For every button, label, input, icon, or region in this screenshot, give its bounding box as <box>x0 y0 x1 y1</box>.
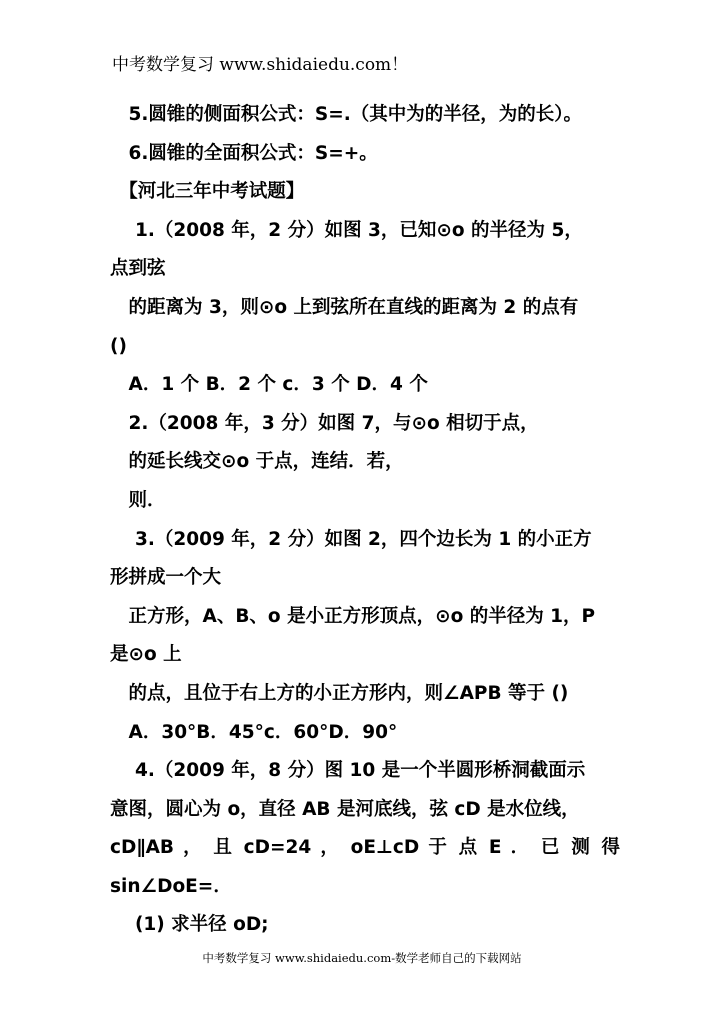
text-line: 点到弦 <box>110 258 166 280</box>
document-body <box>110 96 620 945</box>
text-line: 正方形，A、B、o 是小正方形顶点，⊙o 的半径为 1，P <box>110 605 596 627</box>
text-line: 5.圆锥的侧面积公式：S=.（其中为的半径，为的长）。 <box>110 104 583 125</box>
section-heading: 【河北三年中考试题】 <box>110 181 305 203</box>
answer-choices: A．30°B．45°c．60°D．90° <box>110 721 398 743</box>
text-line: 的延长线交⊙o 于点，连结．若， <box>110 451 404 473</box>
text-line: 是⊙o 上 <box>110 644 182 666</box>
page-footer: 中考数学复习 www.shidaiedu.com-数学老师自己的下载网站 <box>202 951 522 965</box>
text-line: 形拼成一个大 <box>110 567 222 589</box>
text-line: 2.（2008 年，3 分）如图 7，与⊙o 相切于点， <box>110 412 539 434</box>
text-line: sin∠DoE=． <box>110 875 232 897</box>
text-line: 的距离为 3，则⊙o 上到弦所在直线的距离为 2 的点有 <box>110 296 579 318</box>
text-line: () <box>110 335 127 357</box>
answer-choices: A．1 个 B．2 个 c．3 个 D．4 个 <box>110 374 428 396</box>
text-line: 4.（2009 年，8 分）图 10 是一个半圆形桥洞截面示 <box>110 760 586 782</box>
page-header: 中考数学复习 www.shidaiedu.com！ <box>112 55 409 75</box>
text-line: (1) 求半径 oD; <box>110 914 269 936</box>
text-line: cD∥AB ， 且 cD=24 ， oE⊥cD 于 点 E ． 已 测 得 <box>110 837 620 859</box>
text-line: 则． <box>110 489 166 511</box>
text-line: 的点，且位于右上方的小正方形内，则∠APB 等于 () <box>110 682 569 704</box>
text-line: 意图，圆心为 o，直径 AB 是河底线，弦 cD 是水位线， <box>110 798 580 820</box>
text-line: 3.（2009 年，2 分）如图 2，四个边长为 1 的小正方 <box>110 528 592 550</box>
text-line: 6.圆锥的全面积公式：S=+。 <box>110 142 378 164</box>
text-line: 1.（2008 年，2 分）如图 3，已知⊙o 的半径为 5， <box>110 219 583 241</box>
